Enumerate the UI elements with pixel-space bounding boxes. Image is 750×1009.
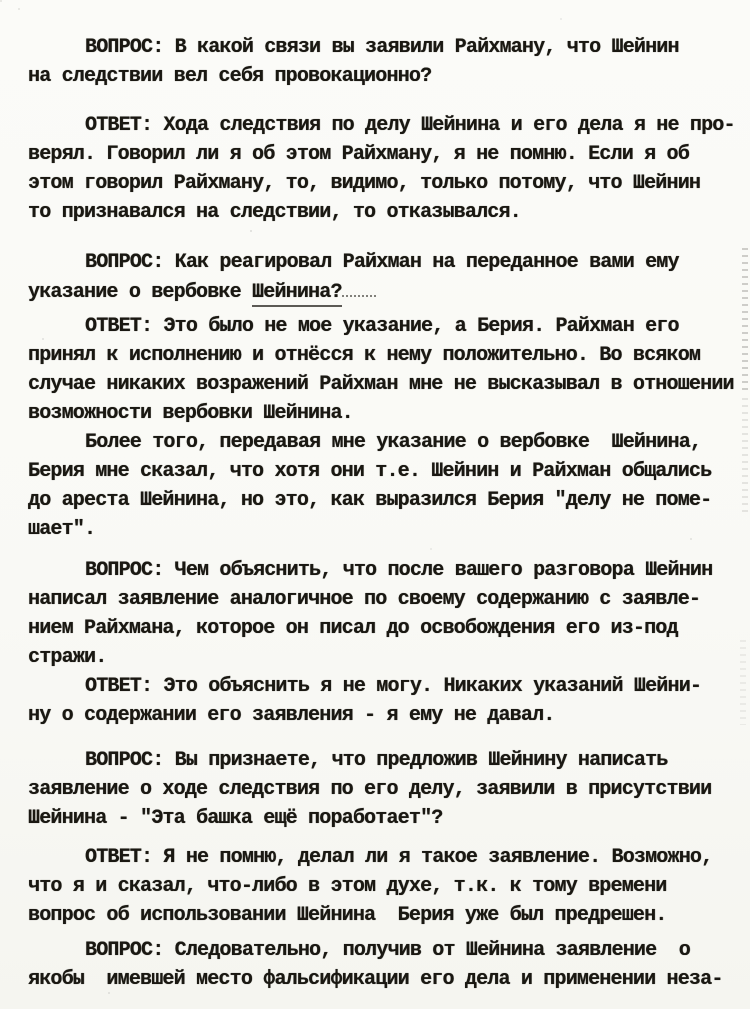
underlined-term: Шейнина? <box>252 281 342 307</box>
paragraph-answer <box>28 672 742 730</box>
transcript-line: Берия мне сказал, что хотя они т.е. Шейнин и Райхман общались <box>28 460 712 483</box>
transcript-line: вопрос об использовании Шейнина Берия уже был предрешен. <box>28 904 667 927</box>
transcript-line: написал заявление аналогичное по своему содержанию с заявле- <box>28 588 701 611</box>
transcript-line: этом говорил Райхману, то, видимо, только потому, что Шейнин <box>28 172 701 195</box>
transcript-line <box>28 277 742 307</box>
transcript-line: ОТВЕТ: Хода следствия по делу Шейнина и его дела я не про- <box>85 114 735 137</box>
transcript-line: ВОПРОС: В какой связи вы заявили Райхману, что Шейнин <box>85 36 679 59</box>
scan-specks <box>0 0 2 2</box>
transcript-line: заявление о ходе следствия по его делу, заявили в присутствии <box>28 778 712 801</box>
transcript-line: то признавался на следствии, то отказывался. <box>28 201 521 224</box>
transcript-line: ОТВЕТ: Это было не мое указание, а Берия. Райхман его <box>85 315 679 338</box>
transcript-line: ВОПРОС: Как реагировал Райхман на переданное вами ему <box>85 251 679 274</box>
paragraph-question <box>28 33 742 91</box>
transcript-line: ВОПРОС: Следовательно, получив от Шейнина заявление о <box>85 939 690 962</box>
scan-edge-artifact <box>740 640 746 725</box>
transcript-line: Более того, передавая мне указание о вербовке Шейнина, <box>85 431 702 454</box>
transcript-line: принял к исполнению и отнёсся к нему положительно. Во всяком <box>28 344 701 367</box>
transcript-line: что я и сказал, что-либо в этом духе, т.к. к тому времени <box>28 875 667 898</box>
transcript-line: ВОПРОС: Чем объяснить, что после вашего разговора Шейнин <box>85 559 713 582</box>
paragraph-question <box>28 936 742 994</box>
transcript-line: ОТВЕТ: Я не помню, делал ли я такое заявление. Возможно, <box>85 846 713 869</box>
transcript-line: случае никаких возражений Райхман мне не высказывал в отношении <box>28 373 734 396</box>
transcript-line: до ареста Шейнина, но это, как выразился Берия "делу не поме- <box>28 489 712 512</box>
transcript-line: якобы имевшей место фальсификации его дела и применении неза- <box>28 968 723 991</box>
transcript-line: шает". <box>28 518 96 541</box>
paragraph-answer-continuation <box>28 428 742 544</box>
paragraph-question <box>28 556 742 672</box>
scan-edge-artifact <box>742 398 748 513</box>
underline-extension <box>342 277 376 297</box>
transcript-line: нием Райхмана, которое он писал до освобождения его из-под <box>28 617 678 640</box>
transcript-line: верял. Говорил ли я об этом Райхману, я не помню. Если я об <box>28 143 689 166</box>
transcript-line: на следствии вел себя провокационно? <box>28 65 432 88</box>
paragraph-question <box>28 746 742 833</box>
paragraph-answer <box>28 843 742 930</box>
line-text: указание о вербовке <box>28 281 253 304</box>
transcript-line: ВОПРОС: Вы признаете, что предложив Шейнину написать <box>85 749 668 772</box>
transcript-line: ну о содержании его заявления - я ему не давал. <box>28 704 555 727</box>
paragraph-question <box>28 248 742 307</box>
transcript-line: ОТВЕТ: Это объяснить я не могу. Никаких указаний Шейни- <box>85 675 702 698</box>
scan-edge-artifact <box>742 248 748 393</box>
transcript-line: стражи. <box>28 646 107 669</box>
transcript-line: возможности вербовки Шейнина. <box>28 402 353 425</box>
paragraph-answer <box>28 312 742 428</box>
transcript-line: Шейнина - "Эта башка ещё поработает"? <box>28 807 443 830</box>
transcript <box>28 33 742 994</box>
paragraph-answer <box>28 111 742 227</box>
